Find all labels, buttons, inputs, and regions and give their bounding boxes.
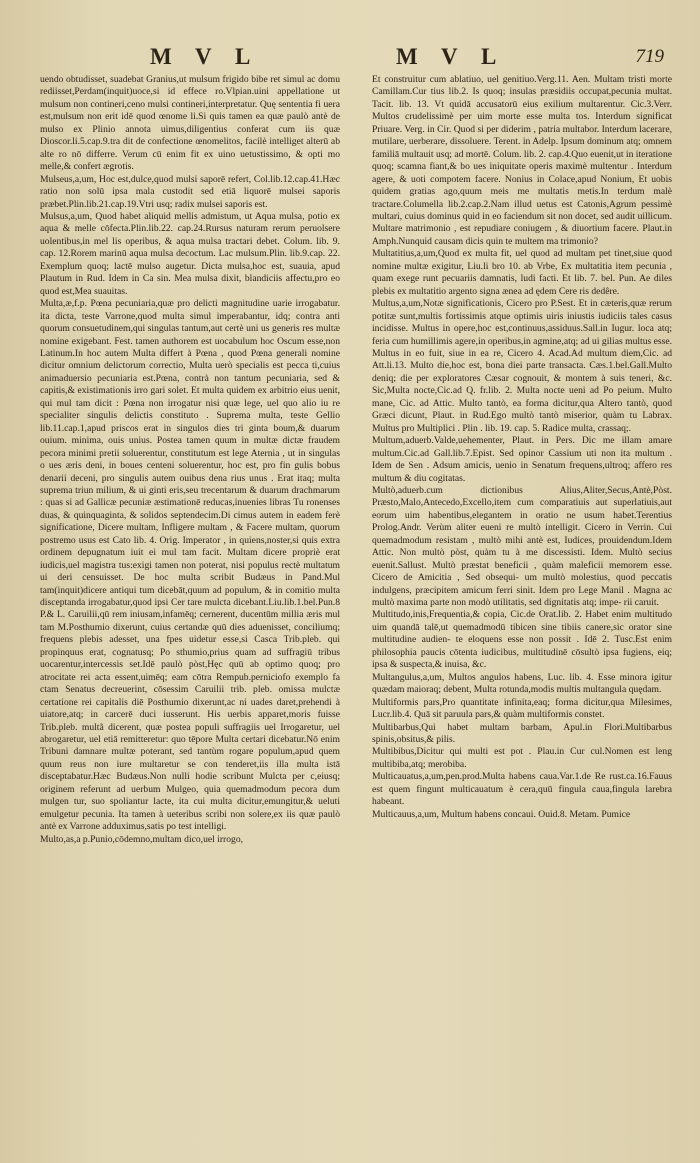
- entry-multitudo: Multitudo,inis,Frequentia,& copia, Cic.de Orat.lib. 2. Habet enim multitudo uim quandā talē,ut quemadmodū tibicen sine tibiis canere,sic orator sine multitudine audien- te eloquens esse non possit . Idē 2. Tusc.Est enim philosophia paucis cōtenta iudicibus, multitudinē cōsultò ipsa fugiens, eiq; ipsa & suspecta,& inuisa, &c.: [372, 609, 672, 671]
- entry-multo-adverb: Multò,aduerb.cum dictionibus Alius,Aliter,Secus,Antè,Pòst. Præsto,Malo,Antecedo,Excello,item cum comparatiuis aut superlatiuis,aut eorum uim habentibus,elegantem in oratio ne usum habet.Terentius Prolog.Andr. Verùm aliter eueni re multò intelligit. Cicero in Verrin. Cui quemadmodum resistam , multò mihi antè est, Iudices, prouidendum.Idem Attic. Non multò pòst, quàm tu à me discessisti. Idem. Multò secius euenit.Sallust. Multò præstat beneficii , quàm maleficii memorem esse. Cicero de Amicitia , Sed obsequi- um multò molestius, quod peccatis indulgens, præcipitem amicum ferri sinit. Idem pro Lege Manil . Magna ac multò maxima parte non modò utilitatis, sed dignitatis atq; impe- rii caruit.: [372, 484, 672, 609]
- entry-multo-cont: Et construitur cum ablatiuo, uel genitiuo.Verg.11. Aen. Multam tristi morte Camillam.Cur tius lib.2. Is quoq; insulas præsidiis occupat,pecunia multat. Tacit. lib. 13. Vt quidā accusatorū eius exilium multarentur. Cic.3.Verr. Multos crudelissimè per uim morte esse multa tos. Interdum significat Priuare. Verg. in Cir. Quod si per diderim , patria multabor. Interdum lacerare, mutilare, uerberare, dissoluere. Terent. in Adelp. Ipsum dominum atq; omnem familiā multauit usq; ad mortē. Colum. lib. 2. cap.4.Quo euenit,ut in iteratione quoq; scamna fiant,& bo ues iniquitate operis maximè multentur . Interdum agere, & uoti compotem facere. Nonius in Colace,apud Nonium, Et uobis quidem gratias ago,quum meis me multatis metis.In terdum malè tractare.Columella lib.2.cap.2.Nam illud uetus est Catonis,Agrum pessimè multari, cuius dominus quid in eo faciendum sit non docet, sed audit uillicum. Multare matrimonio , est repudiare coniugem , & diuortium facere. Plaut.in Amph.Nunquid causam dicis quin te multem ma trimonio?: [372, 74, 672, 247]
- page-number: 719: [635, 46, 664, 67]
- running-head-right: M V L: [396, 44, 506, 69]
- entry-mulsum-cont: uendo obtudisset, suadebat Granius,ut mulsum frigido bibe ret simul ac domu rediisset,Perdam(inquit)uoce,si id effece ro.Vlpian.uini appellatione ut mulsum non contineri,ceno mulsi contineri,interpretatur. Quę sententia fi uera est,mulsum non erit idē quod œnome li.Si quis tamen ea quæ paulò antè de mulso ex Plinio annota uimus,diligentius conferat cum iis quæ Dioscor.li.5.cap.9.tra dit de confectione œnomelitos, facilè intelliget alterū ab alte ro nō differre. Verum cū enim fit ex uino uetustissimo, & opti mo melle,& confert ægrotis.: [40, 74, 340, 173]
- entry-multiformis: Multiformis pars,Pro quantitate infinita,eaq; forma dicitur,qua Milesimes, Lucr.lib.4. Quā sit paruula pars,& quàm multiformis constet.: [372, 696, 672, 721]
- text-columns: [40, 74, 676, 1143]
- entry-mulsus: Mulsus,a,um, Quod habet aliquid mellis admistum, ut Aqua mulsa, potio ex aqua & melle cōfecta.Plin.lib.22. cap.24.Rursus naturam rerum peruolsere uolentibus,in mel lis operibus, & aqua mulsa tractari debet. Colum. lib. 9. cap. 12.Rorem marinū aqua mulsa decoctum. Lac mulsum.Plin. lib.9.cap. 22. Exemplum quoq; lactē mulso augetur. Dicta mulsa,hoc est, suauia, apud Plautum in Rud. Idem in Ca sin. Mea mulsa dixit, blandiciis affectu,pro eo quod est,Mea suauitas.: [40, 210, 340, 297]
- entry-multa: Multa,æ,f.p. Pœna pecuniaria,quæ pro delicti magnitudine uarie irrogabatur. ita dicta, teste Varrone,quod multa simul imperabantur, idq; contra anti quorum consuetudinem,qui singulas tantum,aut certè uni us generis res multæ nomine exigebant. Fest. tamen authorem est uocabulum hoc Oscum esse,non Latinum.In hoc autem Multa differt à Pœna , quod Pœna generali nomine dicitur omnium delictorum correctio, Multa uerò specialis est pecca ti,cuius animaduersio pecuniaria est.Pœna, contrà non tantum pecuniaria, sed & capitis,& existimationis irro gari solet. Et multa quidem ex arbitrio eius uenit, qui mul tam dicit : Pœna non irrogatur nisi quæ lege, uel quo alio iu re specialiter singulis delictis constituto . Suprema multa, teste Gellio lib.11.cap.1,apud priscos erat in singulos dies tri ginta boum,& duarum ouium. minima, ouis unius. Postea tamen quum in multæ dictæ fraudem pecora minimi pretii soluerentur, constitutum est lege Aternia , ut in singulas o ues æris deni, in boues centeni soluerentur, hoc est, pro fin gulis bobus denarii deceni, pro singulis autem ouibus dena rius unus . Erat itaq; multa suprema triun milium, & ui ginti eris,seu trecentarum & duarum drachmarum : quas si ad Gallicæ pecuniæ æstimationē reducas,inuenies libras Tu ronenses duas, & quinquaginta, & solidos septendecim.Di cimus autem in eadem ferè significatione, Dicere multam, Infligere multam , & Facere multam, quorum postremo usus est Cato lib. 4. Orig. Imperator , in quiens,noster,si quis extra ordinem depugnatum iuit ei mul tam facit. Multam dicere propriè erat iudicis,uel magistra tus:exigi tamen non poterat, nisi populus rectè multatum ui deri censuisset. De hoc multa scribit Budæus in Pand.Mul tam(inquit)dicere antiqui tum dicebāt,quum ad populum, & in comitio multa disceptanda irrogabatur,quod ipsi Cer tare mulcta dicebant.Liu.lib.1.bel.Pun.8 P.& L. Caruilii,qū rem iniusam,infamēq; cernerent, ducentūm millia æris mul tam M.Posthumio dixerunt, cuius certandæ quū dies aduenisset, conciliumq; frequens plebis adesset, una fpes uidetur esse,si Casca Trib.pleb. qui propinquus erat, cognatusq; Po sthumio,prius quam ad suffragiū tribus uocarentur,intercessis set.Idē paulò pòst,Hęc quū ab optimo quoq; pro atrocitate rei acta essent,uimēq; eam cōtra Rempub.perniciofo exemplo fa ctam Senatus decreuerint, cōsessim Caruilii trib. pleb. omissa mulctæ certatione rei capitalis diē Posthumio dixerunt,ac ni uades daret,prehendi à uiatore,atq; in carcerē duci iusserunt. His uerbis apparet,moris fuisse Trib.pleb. multã dicerent, quæ postea populi suffragiis uel Irrogaretur, uel abrogaretur, uel etiā remitteretur: quo tēpore Multa certari dicebatur.Nō enim Tribuni damnare multæ poterant, sed tantùm rogare populum,apud quem quum reus non iure multaretur se con tenderet,iis illa multa istā disceptabatur.Hæc Budæus.Non nulli hodie scribunt Mulcta per c,eiusq; originem referunt ad uerbum Mulgeo, quia quemadmodum pecora dum mulgen tur, suo spoliantur lacte, ita cui multa dicitur,emungitur,& ueluti emulgetur pecunia. Ita tamen à ueteribus scribi non solere,ex iis quæ paulò antè ex Varrone adduximus,satis po test intelligi.: [40, 298, 340, 833]
- entry-multicauatus: Multicauatus,a,um,pen.prod.Multa habens caua.Var.1.de Re rust.ca.16.Fauus est quem fingunt multicauatum è cera,quū fingula caua,fingula larebra habeant.: [372, 771, 672, 808]
- entry-multicauus: Multicauus,a,um, Multum habens concaui. Ouid.8. Metam. Pumice: [372, 808, 631, 820]
- entry-multibibus: Multibibus,Dicitur qui multi est pot . Plau.in Cur cul.Nomen est leng multibiba,atq; merobiba.: [372, 746, 672, 770]
- entry-multo: Multo,as,a p.Punio,cōdemno,multam dico,uel irrogo,: [40, 833, 244, 845]
- right-column: [372, 74, 672, 1143]
- entry-multatitius: Multatitius,a,um,Quod ex multa fit, uel quod ad multam pet tinet,siue quod nomine multæ exigitur, Liu.li bro 10. ab Vrbe, Ex multatitia item pecunia , quam exege runt pecuariis damnatis, ludi facti. Et lib. 7. bel. Pun. Ae diles plebis ex multatitio argento signa ænea ad ędem Cere ris dedêre.: [372, 248, 672, 297]
- running-head-left: M V L: [150, 44, 260, 69]
- entry-multangulus: Multangulus,a,um, Multos angulos habens, Luc. lib. 4. Esse minora igitur quædam maioraq; debent, Multa rotunda,modis multis multangula quędam.: [372, 671, 672, 696]
- entry-multus: Multus,a,um,Notæ significationis, Cicero pro P.Sest. Et in cæteris,quæ rerum potitæ sunt,multis fortissimis atque optimis uiris iniustis iudiciis tales casus incidisse. Multus in opere,hoc est,continuus,assiduus.Sall.in Iugur. loca atq; feria cum humillimis agere,in operibus,in agmine,atq; ad ui gilias multus esse. Multus in eo fuit, siue in ea re, Cicero 4. Acad.Ad multum diem,Cic. ad Att.li.13. Multo die,hoc est, bona diei parte transacta. Cæs.1.bel.Gall.Multo deniq; die per exploratores Cæsar cognouit, & montem à suis teneri, &c. Sic,Multa nocte,Cic.ad Q. fr.lib. 2. Multa nocte ueni ad Po peium. Multo mane, Cic. ad Attic. Multo tantò, ea forma dicitur,qua Altero tantò, quod Græci dicunt, Plaut. in Rud.Ego multò tantò miserior, quàm tu Labrax. Multus pro Multiplici . Plin . lib. 19. cap. 5. Radice multa, crassaq;.: [372, 298, 672, 434]
- entry-multum: Multum,aduerb.Valde,uehementer, Plaut. in Pers. Dic me illam amare multum.Cic.ad Gall.lib.7.Epist. Sed opinor Cassium uti non ita multum . Idem de Sen . Adsum amicis, uenio in Senatum frequens,ultroq; affero res multum & diu cogitatas.: [372, 435, 672, 484]
- entry-mulseus: Mulseus,a,um, Hoc est,dulce,quod mulsi saporē refert, Col.lib.12.cap.41.Hæc ratio non solū ipsa mala custodit sed etiā liquorē mulsei saporis præbet.Plin.lib.21.cap.19.Vtri usq; radix mulsei saporis est.: [40, 173, 340, 210]
- left-column: [40, 74, 340, 1143]
- entry-multibarbus: Multibarbus,Qui habet multam barbam, Apul.in Flori.Multibarbus spinis,obsitus,& pilis.: [372, 721, 672, 746]
